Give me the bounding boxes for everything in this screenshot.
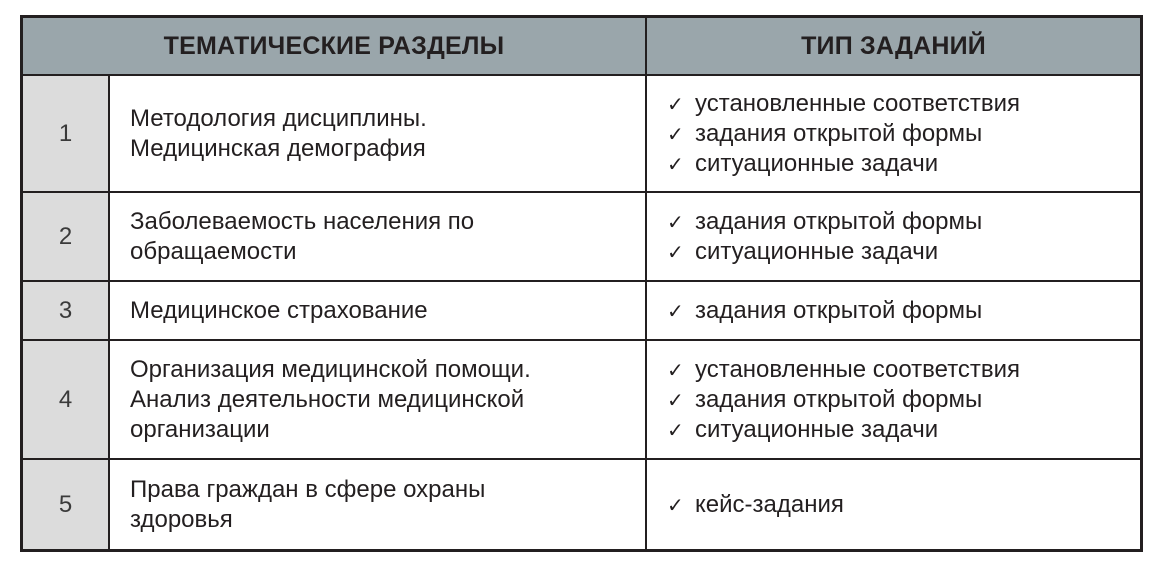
task-type-label: ситуационные задачи	[695, 415, 939, 443]
check-mark-icon: ✓	[667, 387, 684, 412]
check-mark-icon: ✓	[667, 357, 684, 382]
topic-line: организации	[130, 415, 270, 443]
task-type-label: ситуационные задачи	[695, 149, 939, 177]
topic-line: Медицинская демография	[130, 134, 426, 162]
check-mark-icon: ✓	[667, 298, 684, 323]
topic-line: Права граждан в сфере охраны	[130, 475, 486, 503]
header-task-types: ТИП ЗАДАНИЙ	[647, 18, 1140, 76]
topic-line: Анализ деятельности медицинской	[130, 385, 525, 413]
row-number: 1	[23, 76, 110, 193]
task-types-cell	[647, 282, 1140, 341]
check-mark-icon: ✓	[667, 91, 684, 116]
topic-line: обращаемости	[130, 237, 297, 265]
topic-cell	[110, 282, 647, 341]
topic-line: Организация медицинской помощи.	[130, 355, 531, 383]
task-type-item	[667, 385, 1020, 415]
task-type-label: задания открытой формы	[695, 119, 983, 147]
task-types-list	[667, 355, 1020, 445]
task-type-item	[667, 296, 982, 326]
task-types-cell	[647, 460, 1140, 549]
row-number: 3	[23, 282, 110, 341]
task-type-item	[667, 415, 1020, 445]
row-number: 4	[23, 341, 110, 460]
topic-cell	[110, 76, 647, 193]
task-type-item	[667, 355, 1020, 385]
task-type-item	[667, 149, 1020, 179]
check-mark-icon: ✓	[667, 417, 684, 442]
task-type-item	[667, 119, 1020, 149]
topic-text	[130, 296, 428, 326]
task-types-list	[667, 89, 1020, 179]
topic-text	[130, 207, 474, 267]
topic-cell	[110, 460, 647, 549]
task-types-cell	[647, 193, 1140, 282]
task-type-item	[667, 490, 844, 520]
topic-line: Заболеваемость населения по	[130, 207, 475, 235]
task-type-label: задания открытой формы	[695, 207, 983, 235]
task-type-item	[667, 207, 982, 237]
topic-line: Медицинское страхование	[130, 296, 428, 324]
task-type-label: ситуационные задачи	[695, 237, 939, 265]
thematic-sections-table	[20, 15, 1143, 552]
check-mark-icon: ✓	[667, 121, 684, 146]
task-type-item	[667, 237, 982, 267]
header-thematic-sections: ТЕМАТИЧЕСКИЕ РАЗДЕЛЫ	[23, 18, 647, 76]
row-number: 5	[23, 460, 110, 549]
task-type-label: кейс-задания	[695, 490, 844, 518]
topic-line: здоровья	[130, 505, 233, 533]
topic-line: Методология дисциплины.	[130, 104, 427, 132]
task-types-cell	[647, 76, 1140, 193]
task-type-label: установленные соответствия	[695, 89, 1021, 117]
task-type-label: установленные соответствия	[695, 355, 1021, 383]
task-types-cell	[647, 341, 1140, 460]
topic-cell	[110, 341, 647, 460]
check-mark-icon: ✓	[667, 239, 684, 264]
task-type-label: задания открытой формы	[695, 385, 983, 413]
check-mark-icon: ✓	[667, 151, 684, 176]
row-number: 2	[23, 193, 110, 282]
topic-text	[130, 355, 531, 445]
task-type-item	[667, 89, 1020, 119]
topic-text	[130, 104, 427, 164]
topic-text	[130, 475, 485, 535]
check-mark-icon: ✓	[667, 209, 684, 234]
task-type-label: задания открытой формы	[695, 296, 983, 324]
check-mark-icon: ✓	[667, 492, 684, 517]
task-types-list	[667, 207, 982, 267]
task-types-list	[667, 296, 982, 326]
topic-cell	[110, 193, 647, 282]
task-types-list	[667, 490, 844, 520]
